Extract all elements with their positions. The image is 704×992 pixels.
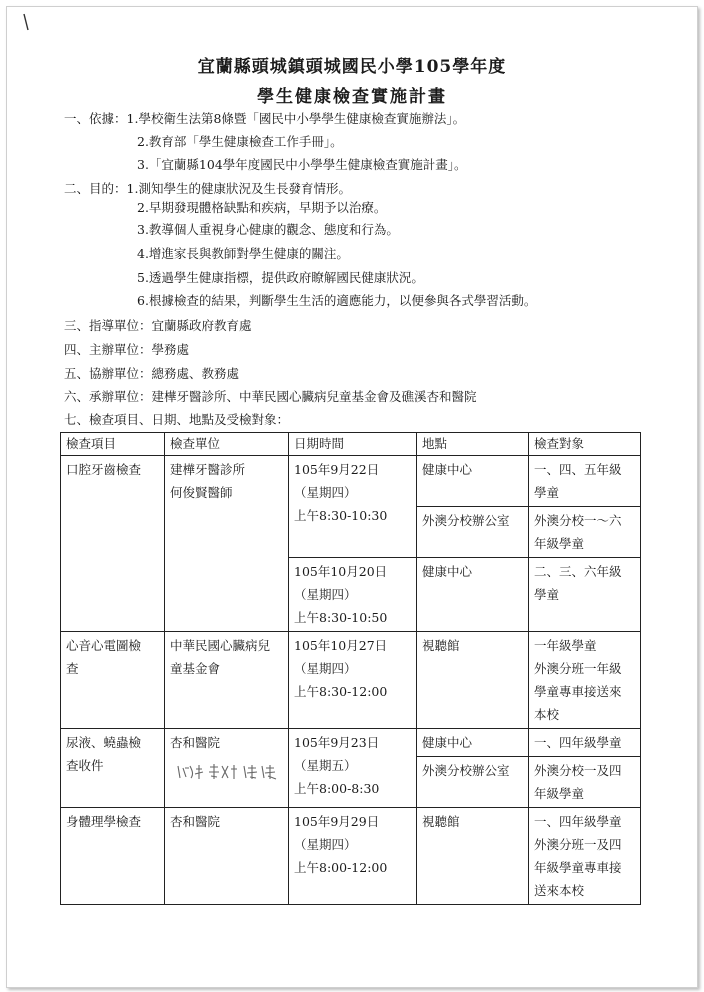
section-supervisor: 三、指導單位：宜蘭縣政府教育處 [64, 318, 252, 333]
cell-item: 口腔牙齒檢查 [61, 456, 165, 632]
cell-target: 一、四年級學童 [529, 729, 641, 757]
table-header-row [61, 433, 641, 456]
column-header: 地點 [417, 433, 529, 456]
cell-location: 外澳分校辦公室 [417, 507, 529, 558]
column-header: 檢查單位 [165, 433, 289, 456]
list-item: 6.根據檢查的結果，判斷學生生活的適應能力，以便參與各式學習活動。 [137, 293, 537, 308]
cell-location: 視聽館 [417, 808, 529, 905]
table-row [61, 456, 641, 507]
cell-target: 二、三、六年級 學童 [529, 558, 641, 632]
section-purpose [64, 181, 351, 197]
section-schedule-heading: 七、檢查項目、日期、地點及受檢對象： [64, 412, 290, 427]
pen-mark [22, 12, 34, 32]
cell-location: 健康中心 [417, 729, 529, 757]
cell-target: 一、四年級學童 外澳分班一及四 年級學童專車接 送來本校 [529, 808, 641, 905]
list-item: 4.增進家長與教師對學生健康的關注。 [137, 246, 349, 261]
table-row [61, 632, 641, 729]
table-row [61, 729, 641, 757]
cell-date: 105年10月27日 （星期四） 上午8:30-12:00 [289, 632, 417, 729]
column-header: 日期時間 [289, 433, 417, 456]
cell-date: 105年9月22日 （星期四） 上午8:30-10:30 [289, 456, 417, 558]
cell-target: 一、四、五年級 學童 [529, 456, 641, 507]
section-contractor: 六、承辦單位：建樺牙醫診所、中華民國心臟病兒童基金會及礁溪杏和醫院 [64, 389, 477, 404]
cell-unit: 杏和醫院 [165, 729, 289, 808]
list-item: 2.早期發現體格缺點和疾病，早期予以治療。 [137, 200, 387, 215]
cell-date: 105年10月20日 （星期四） 上午8:30-10:50 [289, 558, 417, 632]
column-header: 檢查項目 [61, 433, 165, 456]
cell-target: 外澳分校一及四 年級學童 [529, 757, 641, 808]
cell-location: 健康中心 [417, 558, 529, 632]
list-item: 2.教育部「學生健康檢查工作手冊」。 [137, 134, 343, 149]
cell-location: 健康中心 [417, 456, 529, 507]
table-row [61, 808, 641, 905]
list-item: 1.學校衛生法第8條暨「國民中小學學生健康檢查實施辦法」。 [126, 111, 466, 126]
column-header: 檢查對象 [529, 433, 641, 456]
cell-unit: 杏和醫院 [165, 808, 289, 905]
list-item: 5.透過學生健康指標，提供政府瞭解國民健康狀況。 [137, 270, 424, 285]
cell-location: 外澳分校辦公室 [417, 757, 529, 808]
section-heading: 一、依據： [64, 111, 127, 126]
document-title-line1: 宜蘭縣頭城鎮頭城國民小學105學年度 [197, 57, 507, 77]
cell-unit: 建樺牙醫診所 何俊賢醫師 [165, 456, 289, 632]
cell-target: 一年級學童 外澳分班一年級 學童專車接送來 本校 [529, 632, 641, 729]
cell-item: 身體理學檢查 [61, 808, 165, 905]
document-title-line2: 學生健康檢查實施計畫 [257, 87, 447, 107]
list-item: 3.「宜蘭縣104學年度國民中小學學生健康檢查實施計畫」。 [137, 157, 467, 172]
cell-unit: 中華民國心臟病兒 童基金會 [165, 632, 289, 729]
cell-target: 外澳分校一～六 年級學童 [529, 507, 641, 558]
section-heading: 二、目的： [64, 181, 127, 196]
section-organizer: 四、主辦單位：學務處 [64, 342, 190, 357]
list-item: 1.測知學生的健康狀況及生長發育情形。 [126, 181, 351, 196]
list-item: 3.教導個人重視身心健康的觀念、態度和行為。 [137, 222, 399, 237]
schedule-table [60, 432, 641, 905]
section-basis [64, 111, 465, 127]
cell-item: 尿液、蟯蟲檢 查收件 [61, 729, 165, 808]
cell-date: 105年9月29日 （星期四） 上午8:00-12:00 [289, 808, 417, 905]
section-co-organizer: 五、協辦單位：總務處、教務處 [64, 366, 240, 381]
cell-date: 105年9月23日 （星期五） 上午8:00-8:30 [289, 729, 417, 808]
cell-location: 視聽館 [417, 632, 529, 729]
cell-item: 心音心電圖檢 查 [61, 632, 165, 729]
handwritten-note [174, 760, 290, 782]
